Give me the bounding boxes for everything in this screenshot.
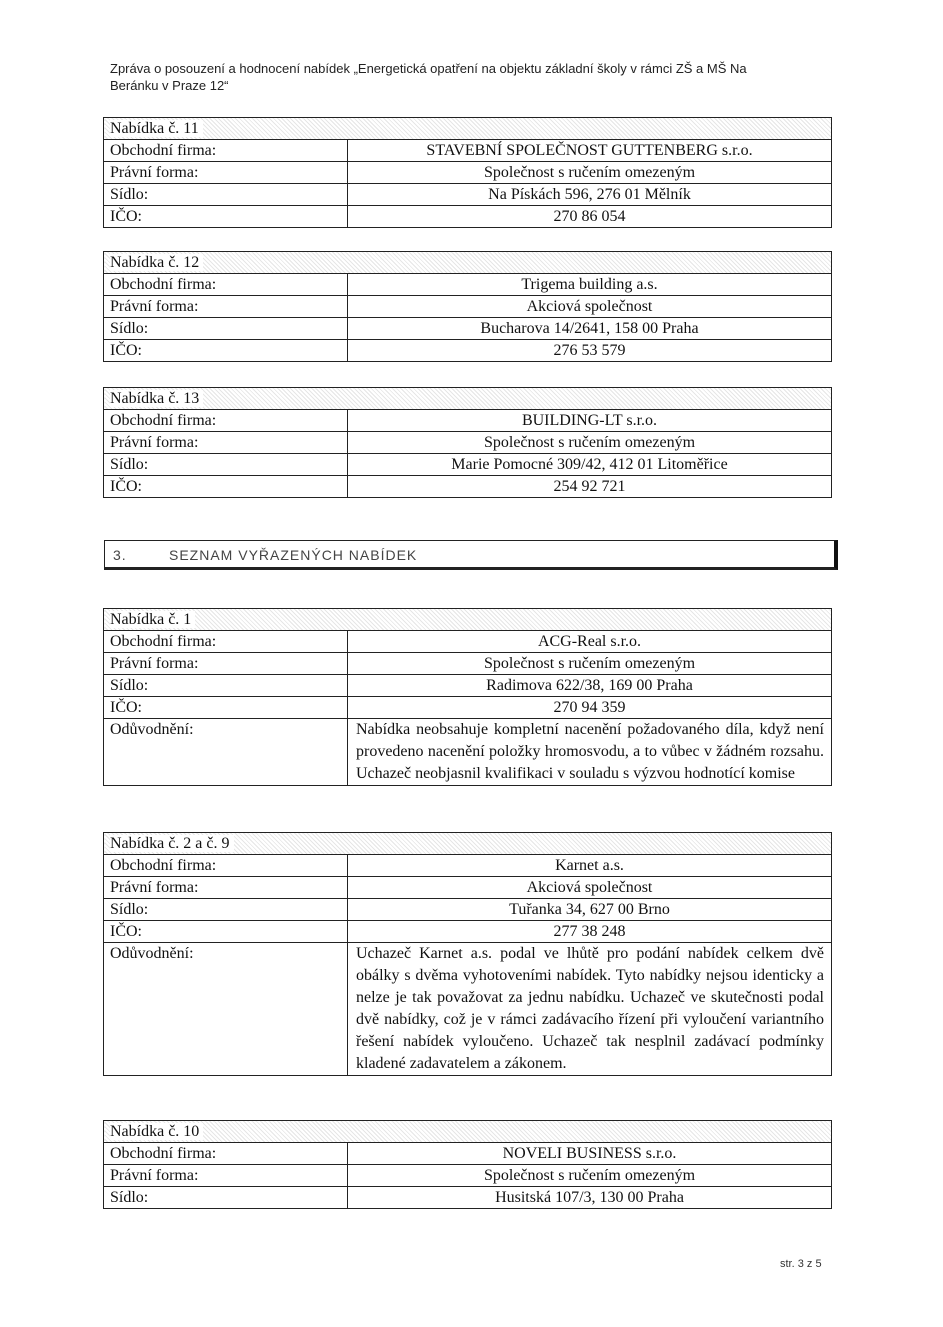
ico-value: 254 92 721 <box>348 476 832 498</box>
offer-title: Nabídka č. 13 <box>104 388 832 410</box>
offer-title: Nabídka č. 2 a č. 9 <box>104 833 832 855</box>
seat-value: Husitská 107/3, 130 00 Praha <box>348 1187 832 1209</box>
offer-title: Nabídka č. 12 <box>104 252 832 274</box>
firm-value: Karnet a.s. <box>348 855 832 877</box>
excluded-table-1 <box>103 608 832 786</box>
seat-label: Sídlo: <box>104 675 348 697</box>
header-line-1: Zpráva o posouzení a hodnocení nabídek „Energetická opatření na objektu základní školy v rámci ZŠ a MŠ Na <box>110 61 747 76</box>
firm-label: Obchodní firma: <box>104 410 348 432</box>
ico-value: 277 38 248 <box>348 921 832 943</box>
section-title: SEZNAM VYŘAZENÝCH NABÍDEK <box>169 547 418 563</box>
firm-label: Obchodní firma: <box>104 631 348 653</box>
form-label: Právní forma: <box>104 432 348 454</box>
ico-label: IČO: <box>104 921 348 943</box>
firm-value: STAVEBNÍ SPOLEČNOST GUTTENBERG s.r.o. <box>348 140 832 162</box>
seat-label: Sídlo: <box>104 899 348 921</box>
excluded-table-10 <box>103 1120 832 1209</box>
offer-title: Nabídka č. 10 <box>104 1121 832 1143</box>
seat-value: Radimova 622/38, 169 00 Praha <box>348 675 832 697</box>
firm-value: BUILDING-LT s.r.o. <box>348 410 832 432</box>
seat-label: Sídlo: <box>104 184 348 206</box>
form-label: Právní forma: <box>104 162 348 184</box>
firm-label: Obchodní firma: <box>104 274 348 296</box>
seat-label: Sídlo: <box>104 318 348 340</box>
form-label: Právní forma: <box>104 653 348 675</box>
ico-label: IČO: <box>104 697 348 719</box>
page-number: str. 3 z 5 <box>780 1258 822 1270</box>
excluded-table-2-9 <box>103 832 832 1076</box>
offer-title: Nabídka č. 1 <box>104 609 832 631</box>
firm-value: ACG-Real s.r.o. <box>348 631 832 653</box>
offer-table-12 <box>103 251 832 362</box>
firm-label: Obchodní firma: <box>104 855 348 877</box>
form-label: Právní forma: <box>104 1165 348 1187</box>
form-value: Akciová společnost <box>348 877 832 899</box>
header-line-2: Beránku v Praze 12“ <box>110 78 229 93</box>
ico-label: IČO: <box>104 340 348 362</box>
ico-label: IČO: <box>104 476 348 498</box>
firm-value: NOVELI BUSINESS s.r.o. <box>348 1143 832 1165</box>
form-value: Společnost s ručením omezeným <box>348 432 832 454</box>
reason-label: Odůvodnění: <box>104 719 348 786</box>
form-value: Společnost s ručením omezeným <box>348 162 832 184</box>
seat-value: Na Pískách 596, 276 01 Mělník <box>348 184 832 206</box>
reason-label: Odůvodnění: <box>104 943 348 1076</box>
seat-value: Bucharova 14/2641, 158 00 Praha <box>348 318 832 340</box>
offer-table-11 <box>103 117 832 228</box>
form-label: Právní forma: <box>104 877 348 899</box>
form-value: Společnost s ručením omezeným <box>348 1165 832 1187</box>
offer-table-13 <box>103 387 832 498</box>
ico-value: 270 94 359 <box>348 697 832 719</box>
section-number: 3. <box>113 547 127 563</box>
ico-label: IČO: <box>104 206 348 228</box>
form-value: Akciová společnost <box>348 296 832 318</box>
form-label: Právní forma: <box>104 296 348 318</box>
seat-label: Sídlo: <box>104 1187 348 1209</box>
seat-label: Sídlo: <box>104 454 348 476</box>
firm-label: Obchodní firma: <box>104 1143 348 1165</box>
ico-value: 270 86 054 <box>348 206 832 228</box>
ico-value: 276 53 579 <box>348 340 832 362</box>
form-value: Společnost s ručením omezeným <box>348 653 832 675</box>
firm-value: Trigema building a.s. <box>348 274 832 296</box>
seat-value: Marie Pomocné 309/42, 412 01 Litoměřice <box>348 454 832 476</box>
reason-value: Uchazeč Karnet a.s. podal ve lhůtě pro podání nabídek celkem dvě obálky s dvěma vyhotoveními nabídek. Tyto nabídky nejsou identicky a nelze je tak považovat za jednu nabídku. Uchazeč ve skutečnosti podal dvě nabídky, což je v rámci zadávacího řízení při vyloučení variantního řešení nabídek vyloučeno. Uchazeč tak nesplnil zadávací podmínky kladené zadavatelem a zákonem. <box>348 943 832 1076</box>
seat-value: Tuřanka 34, 627 00 Brno <box>348 899 832 921</box>
firm-label: Obchodní firma: <box>104 140 348 162</box>
reason-value: Nabídka neobsahuje kompletní nacenění požadovaného díla, když není provedeno nacenění položky hromosvodu, a to vůbec v žádném rozsahu. Uchazeč neobjasnil kvalifikaci v souladu s výzvou hodnotící komise <box>348 719 832 786</box>
report-header <box>110 60 840 94</box>
offer-title: Nabídka č. 11 <box>104 118 832 140</box>
section-heading <box>104 540 838 570</box>
